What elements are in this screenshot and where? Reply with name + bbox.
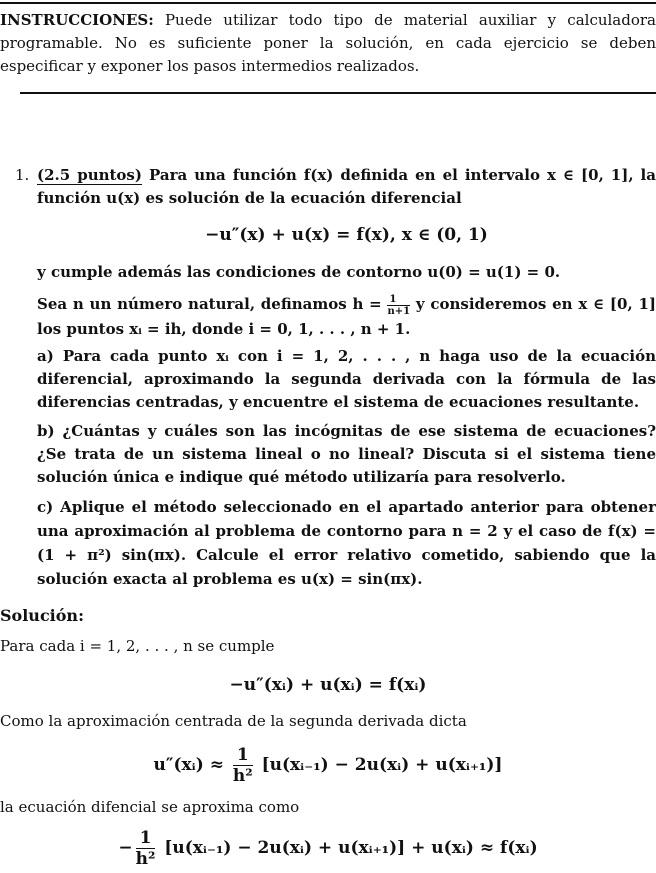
solution-equation-3	[0, 828, 656, 869]
grid-text-b: y consideremos en x ∈ [0, 1] los puntos xᵢ = ih, donde i = 0, 1, . . . , n + 1.	[37, 295, 656, 338]
eq2-fraction-denominator: h²	[232, 766, 253, 786]
solution-heading: Solución:	[0, 606, 84, 625]
eq3-right: [u(xᵢ₋₁) − 2u(xᵢ) + u(xᵢ₊₁)] + u(xᵢ) ≈ f(xᵢ)	[158, 838, 538, 858]
grid-text-a: Sea n un número natural, definamos h =	[37, 295, 388, 313]
eq3-fraction-numerator: 1	[136, 828, 156, 849]
eq3-left: −	[118, 838, 133, 858]
h-fraction-numerator: 1	[387, 294, 410, 306]
top-rule	[0, 2, 656, 4]
instructions-text: Puede utilizar todo tipo de material auxiliar y calculadora programable. No es suficiente poner la solución, en cada ejercicio se deben especificar y exponer los pasos intermedios realizados.	[0, 11, 656, 75]
problem-intro-text: Para una función f(x) definida en el intervalo x ∈ [0, 1], la función u(x) es solución de la ecuación diferencial	[37, 166, 656, 207]
eq3-fraction-denominator: h²	[135, 849, 156, 869]
problem-intro	[37, 164, 656, 210]
solution-line-1: Para cada i = 1, 2, . . . , n se cumple	[0, 637, 275, 655]
solution-equation-1: −u″(xᵢ) + u(xᵢ) = f(xᵢ)	[229, 675, 427, 695]
instructions-rule	[20, 92, 656, 94]
eq3-fraction	[136, 828, 156, 869]
eq2-right: [u(xᵢ₋₁) − 2u(xᵢ) + u(xᵢ₊₁)]	[255, 755, 503, 775]
solution-line-3: la ecuación difencial se aproxima como	[0, 798, 300, 816]
instructions-block	[0, 9, 656, 78]
eq2-fraction-numerator: 1	[233, 745, 253, 766]
problem-number: 1.	[15, 166, 30, 184]
part-b: b) ¿Cuántas y cuáles son las incógnitas de ese sistema de ecuaciones? ¿Se trata de un sistema lineal o no lineal? Discuta si el sistema tiene solución única e indique qué método utilizaría para resolverlo.	[37, 422, 656, 486]
part-c: c) Aplique el método seleccionado en el apartado anterior para obtener una aproximación al problema de contorno para n = 2 y el caso de f(x) = (1 + π²) sin(πx). Calcule el error relativo cometido, sabiendo que la solución exacta al problema es u(x) = sin(πx).	[37, 498, 656, 588]
solution-equation-2	[0, 745, 656, 786]
boundary-conditions: y cumple además las condiciones de contorno u(0) = u(1) = 0.	[37, 263, 561, 281]
instructions-label: INSTRUCCIONES:	[0, 11, 154, 29]
solution-line-2: Como la aproximación centrada de la segunda derivada dicta	[0, 712, 467, 730]
grid-definition	[37, 292, 656, 341]
eq2-left: u″(xᵢ) ≈	[153, 755, 230, 775]
h-fraction	[387, 294, 410, 317]
part-a: a) Para cada punto xᵢ con i = 1, 2, . . . , n haga uso de la ecuación diferencial, aproximando la segunda derivada con la fórmula de las diferencias centradas, y encuentre el sistema de ecuaciones resultante.	[37, 347, 656, 411]
h-fraction-denominator: n+1	[387, 305, 411, 317]
problem-points: (2.5 puntos)	[37, 166, 142, 184]
differential-equation: −u″(x) + u(x) = f(x), x ∈ (0, 1)	[205, 225, 488, 245]
eq2-fraction	[233, 745, 253, 786]
